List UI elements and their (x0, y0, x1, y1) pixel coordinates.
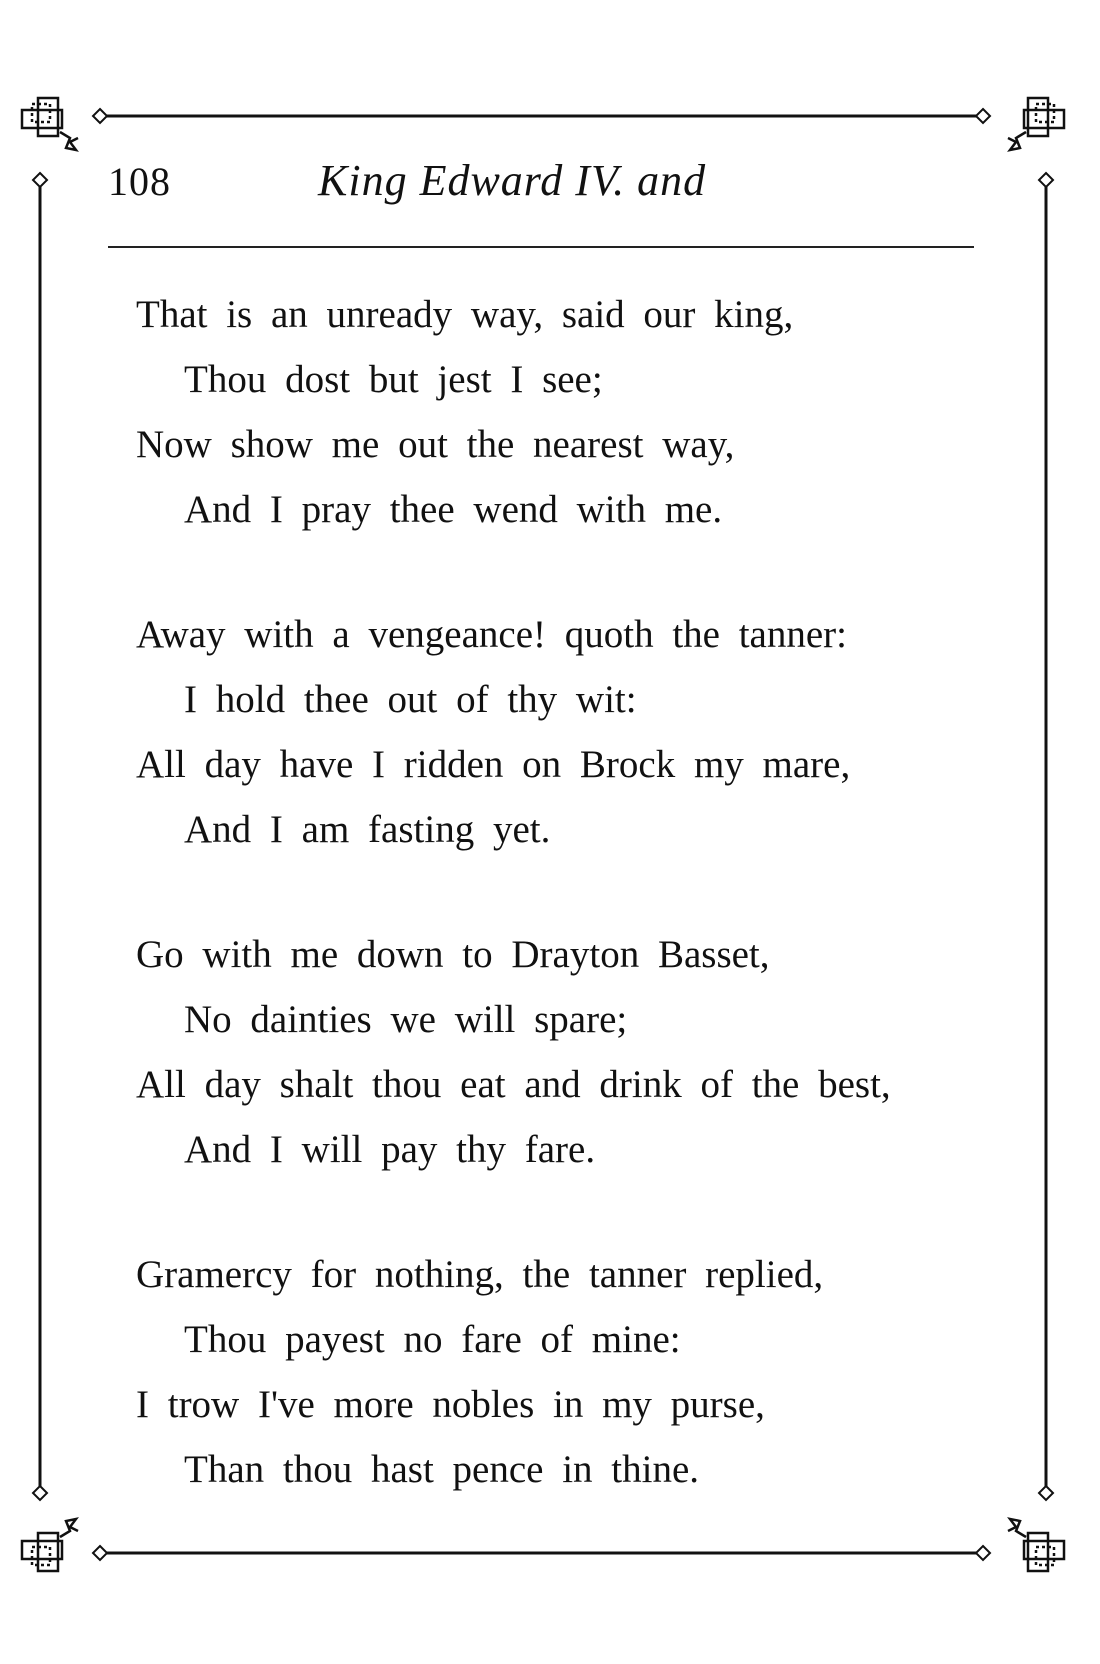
verse-line: No dainties we will spare; (184, 998, 628, 1041)
corner-ornament-bottom-right (1008, 1519, 1064, 1571)
verse-line: And I will pay thy fare. (184, 1128, 596, 1171)
verse-line: Gramercy for nothing, the tanner replied, (136, 1253, 824, 1296)
verse-line: All day have I ridden on Brock my mare, (136, 743, 851, 786)
verse-line: Now show me out the nearest way, (136, 423, 735, 466)
verse-line: Go with me down to Drayton Basset, (136, 933, 770, 976)
verse-line: Away with a vengeance! quoth the tanner: (136, 613, 848, 656)
page-number: 108 (108, 159, 171, 204)
verse-line: I trow I've more nobles in my purse, (136, 1383, 765, 1426)
stanza-3 (136, 922, 976, 1182)
stanza-2 (136, 602, 976, 862)
verse-line: All day shalt thou eat and drink of the best, (136, 1063, 891, 1106)
verse-line: And I am fasting yet. (184, 808, 551, 851)
poem (136, 282, 976, 1562)
verse-line: And I pray thee wend with me. (184, 488, 723, 531)
running-title: King Edward IV. and (318, 156, 707, 205)
stanza-4 (136, 1242, 976, 1502)
verse-line: I hold thee out of thy wit: (184, 678, 637, 721)
verse-line: That is an unready way, said our king, (136, 293, 794, 336)
corner-ornament-top-right (1008, 98, 1064, 150)
corner-ornament-bottom-left (22, 1519, 78, 1571)
header-rule (108, 246, 974, 248)
stanza-1 (136, 282, 976, 542)
verse-line: Thou dost but jest I see; (184, 358, 603, 401)
verse-line: Thou payest no fare of mine: (184, 1318, 681, 1361)
corner-ornament-top-left (22, 98, 78, 150)
verse-line: Than thou hast pence in thine. (184, 1448, 700, 1491)
